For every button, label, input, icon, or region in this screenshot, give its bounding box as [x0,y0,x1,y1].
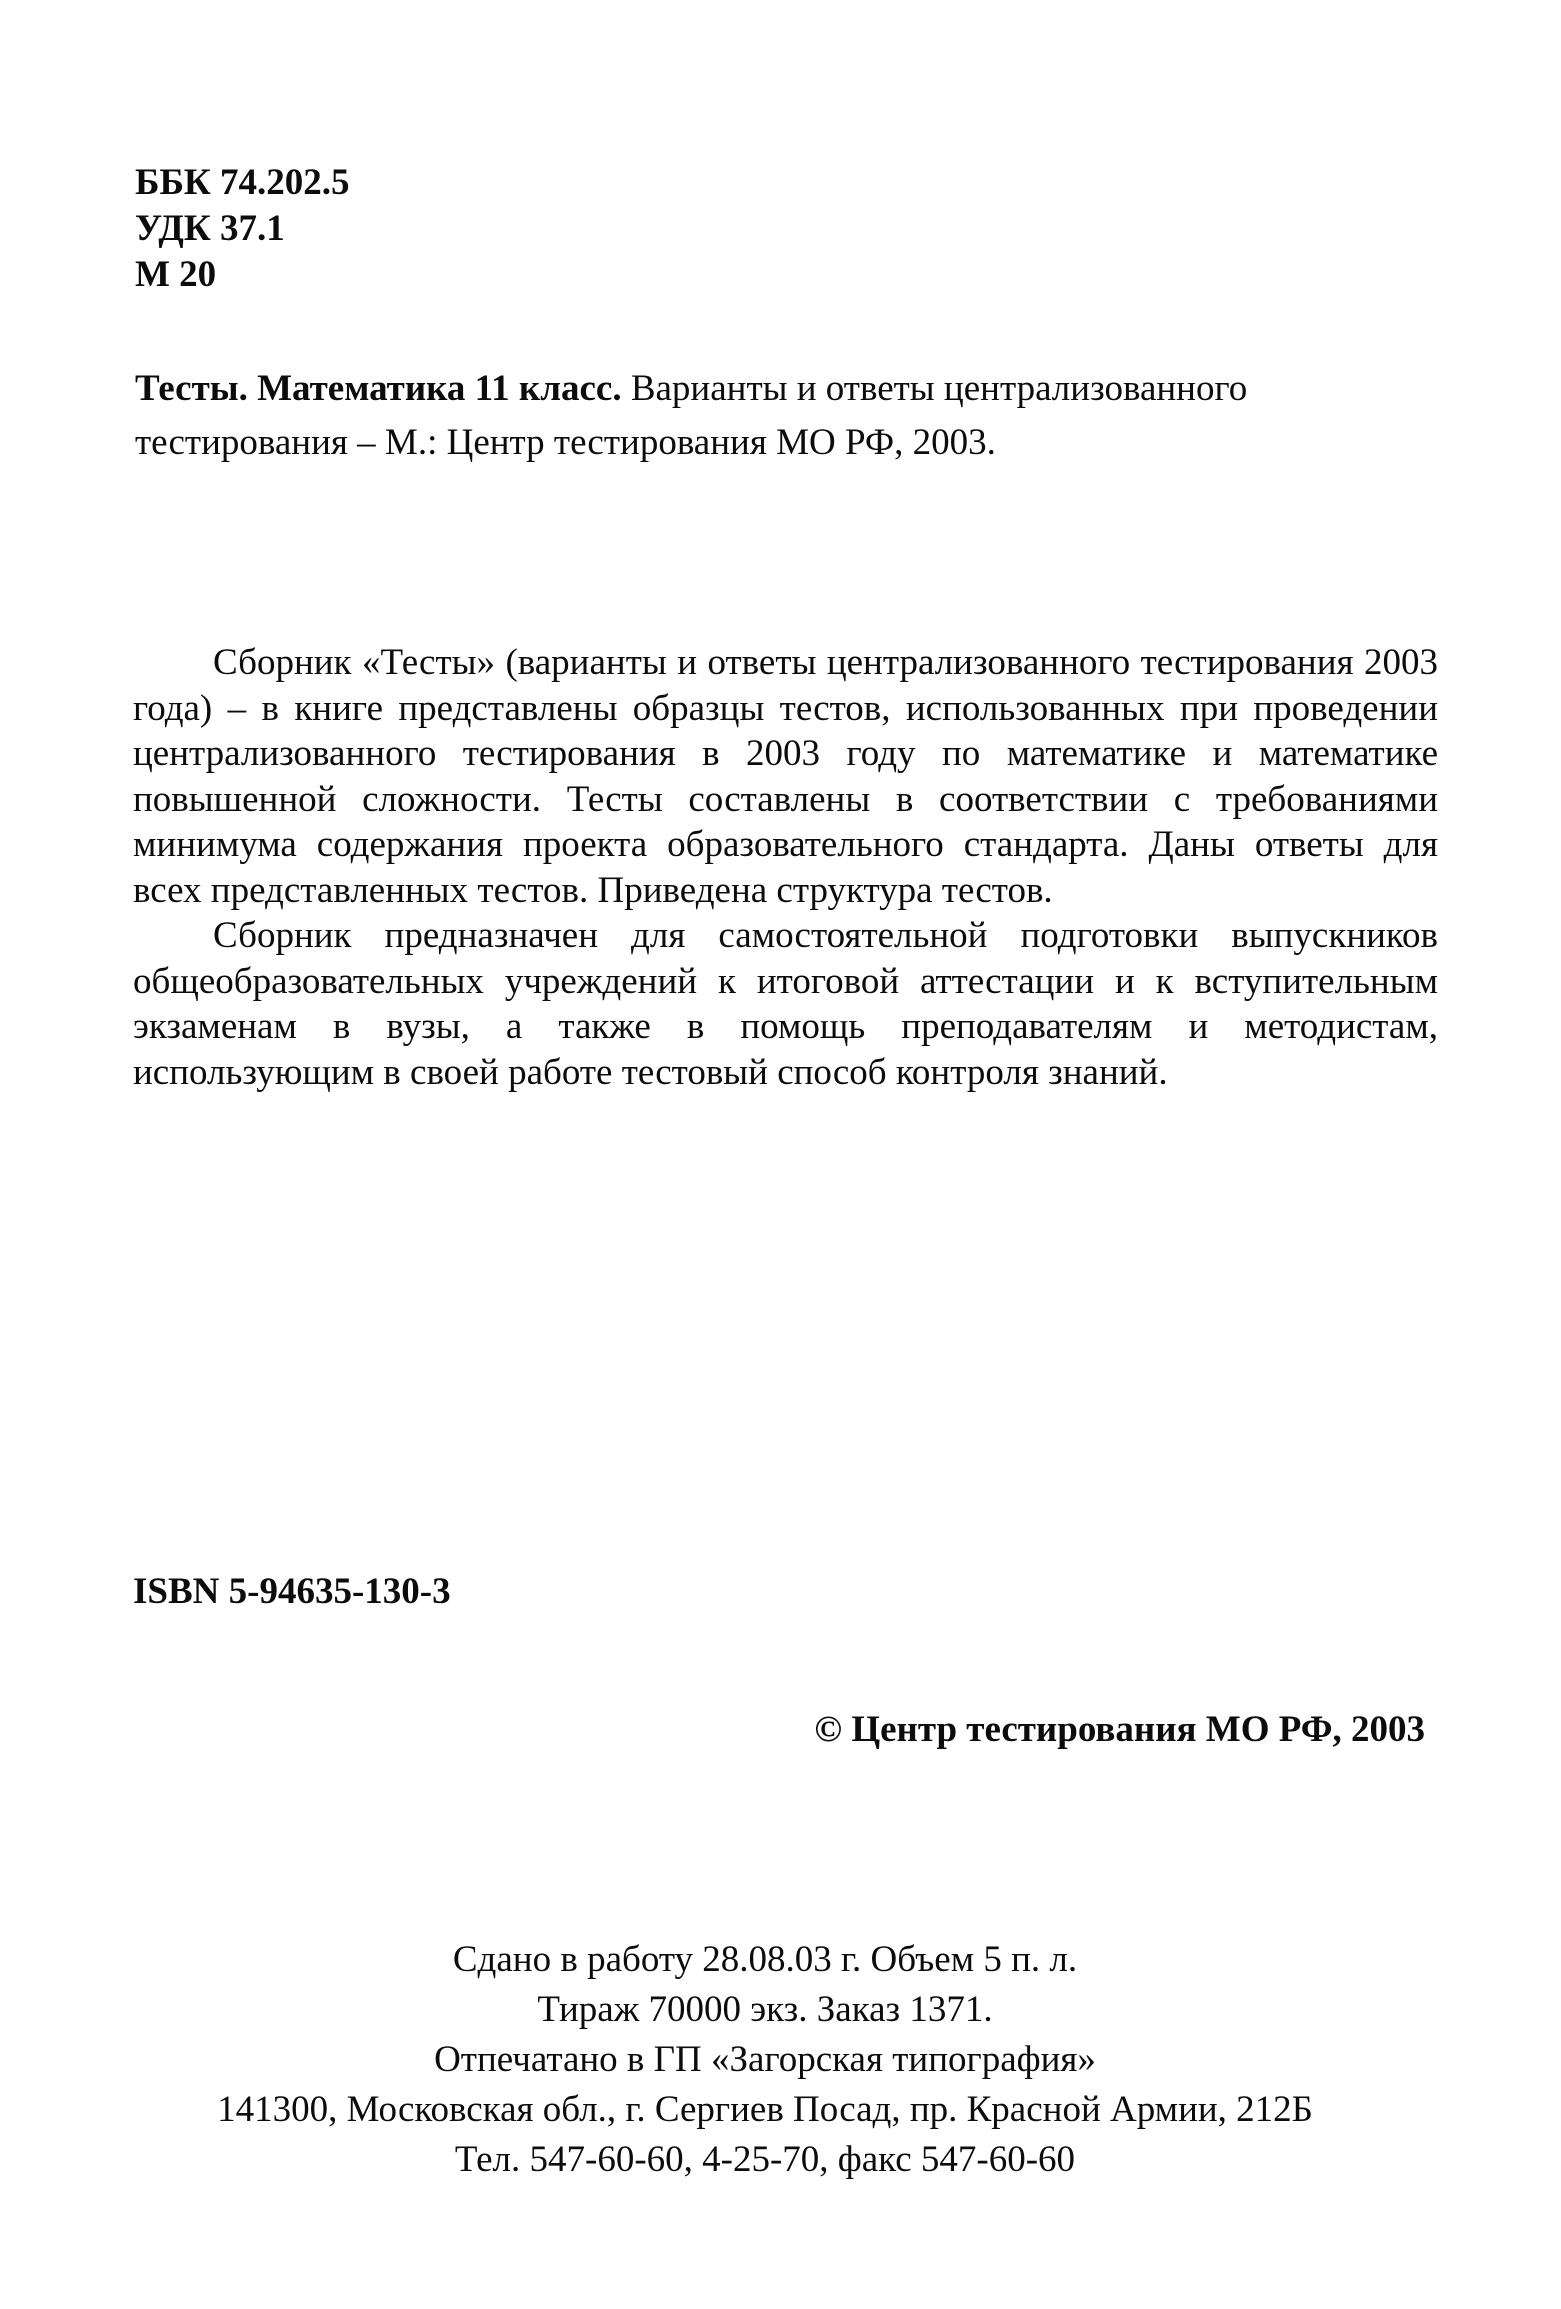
imprint-line: Тел. 547-60-60, 4-25-70, факс 547-60-60 [454,2139,1076,2180]
bibliographic-record [135,362,1425,470]
imprint-line: Сдано в работу 28.08.03 г. Объем 5 п. л. [452,1939,1078,1980]
book-title: Тесты. Математика 11 класс. [135,368,622,409]
isbn: ISBN 5-94635-130-3 [133,1571,451,1612]
author-mark: М 20 [135,254,217,295]
annotation-paragraph-2: Сборник предназначен для самостоятельной подготовки выпускников общеобразовательных учреждений к итоговой аттестации и к вступительным экзаменам в вузы, а также в помощь преподавателям и методистам, использующим в своей работе тестовый способ контроля знаний. [133,915,1438,1093]
print-imprint [160,1935,1370,2185]
bibliographic-details: Варианты и ответы централизованного тестирования – М.: Центр тестирования МО РФ, 2003. [135,368,1248,463]
udk-code: УДК 37.1 [135,208,285,249]
imprint-line: Отпечатано в ГП «Загорская типография» [434,2039,1096,2080]
annotation-paragraph-1: Сборник «Тесты» (варианты и ответы централизованного тестирования 2003 года) – в книге представлены образцы тестов, использованных при проведении централизованного тестирования в 2003 году по математике и математике повышенной сложности. Тесты составлены в соответствии с требованиями минимума содержания проекта образовательного стандарта. Даны ответы для всех представленных тестов. Приведена структура тестов. [133,642,1438,911]
bbk-code: ББК 74.202.5 [135,162,350,203]
imprint-line: Тираж 70000 экз. Заказ 1371. [537,1989,993,2030]
classification-codes [135,160,350,298]
copyright-notice: © Центр тестирования МО РФ, 2003 [814,1709,1425,1750]
imprint-line: 141300, Московская обл., г. Сергиев Посад, пр. Красной Армии, 212Б [217,2089,1313,2130]
annotation [133,640,1438,1095]
